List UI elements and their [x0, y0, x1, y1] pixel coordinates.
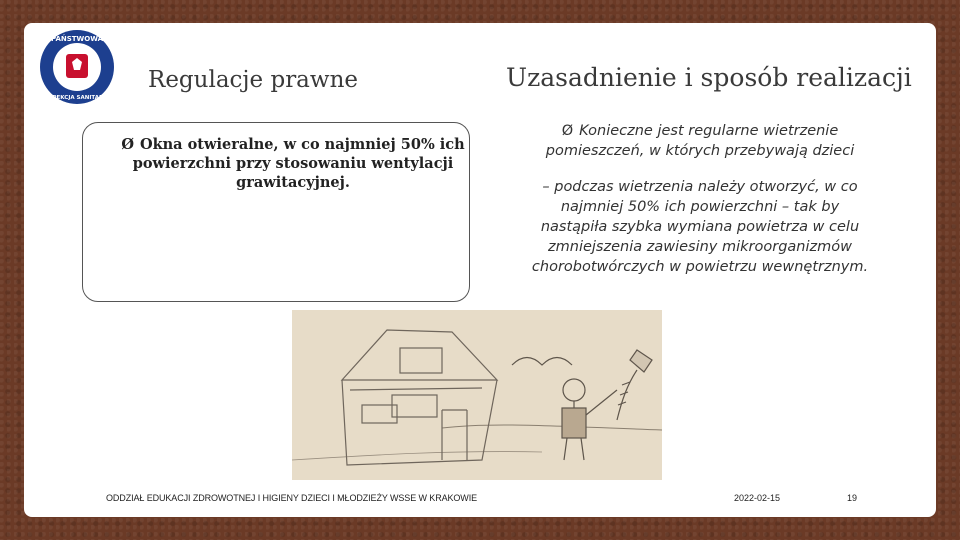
sanitary-inspection-logo — [37, 27, 117, 107]
arrow-bullet-icon: Ø — [561, 123, 574, 139]
slide — [24, 23, 936, 517]
arrow-bullet-icon: Ø — [121, 136, 134, 153]
legal-regulations-heading: Regulacje prawne — [148, 67, 359, 93]
footer-date: 2022-02-15 — [734, 493, 781, 503]
rationale-paragraph-1: Konieczne jest regularne wietrzenie pomieszczeń, w których przebywają dzieci — [545, 123, 855, 159]
footer-organization: ODDZIAŁ EDUKACJI ZDROWOTNEJ I HIGIENY DZIECI I MŁODZIEŻY WSSE W KRAKOWIE — [106, 493, 478, 503]
law-text — [108, 135, 478, 192]
logo-bottom-text: INSPEKCJA SANITARNA — [41, 95, 113, 101]
rationale-heading: Uzasadnienie i sposób realizacji — [506, 63, 912, 92]
law-text-content: Okna otwieralne, w co najmniej 50% ich powierzchni przy stosowaniu wentylacji grawitacyjnej. — [132, 136, 465, 191]
rationale-text — [530, 121, 870, 277]
page-number: 19 — [847, 493, 858, 503]
rationale-paragraph-2: – podczas wietrzenia należy otworzyć, w co najmniej 50% ich powierzchni – tak by nastąpiła szybka wymiana powietrza w celu zmniejszenia zawiesiny mikroorganizmów chorobotwórczych w powietrzu wewnętrznym. — [531, 179, 869, 275]
child-drawing-image — [292, 310, 662, 480]
logo-top-text: PAŃSTWOWA — [50, 35, 104, 43]
